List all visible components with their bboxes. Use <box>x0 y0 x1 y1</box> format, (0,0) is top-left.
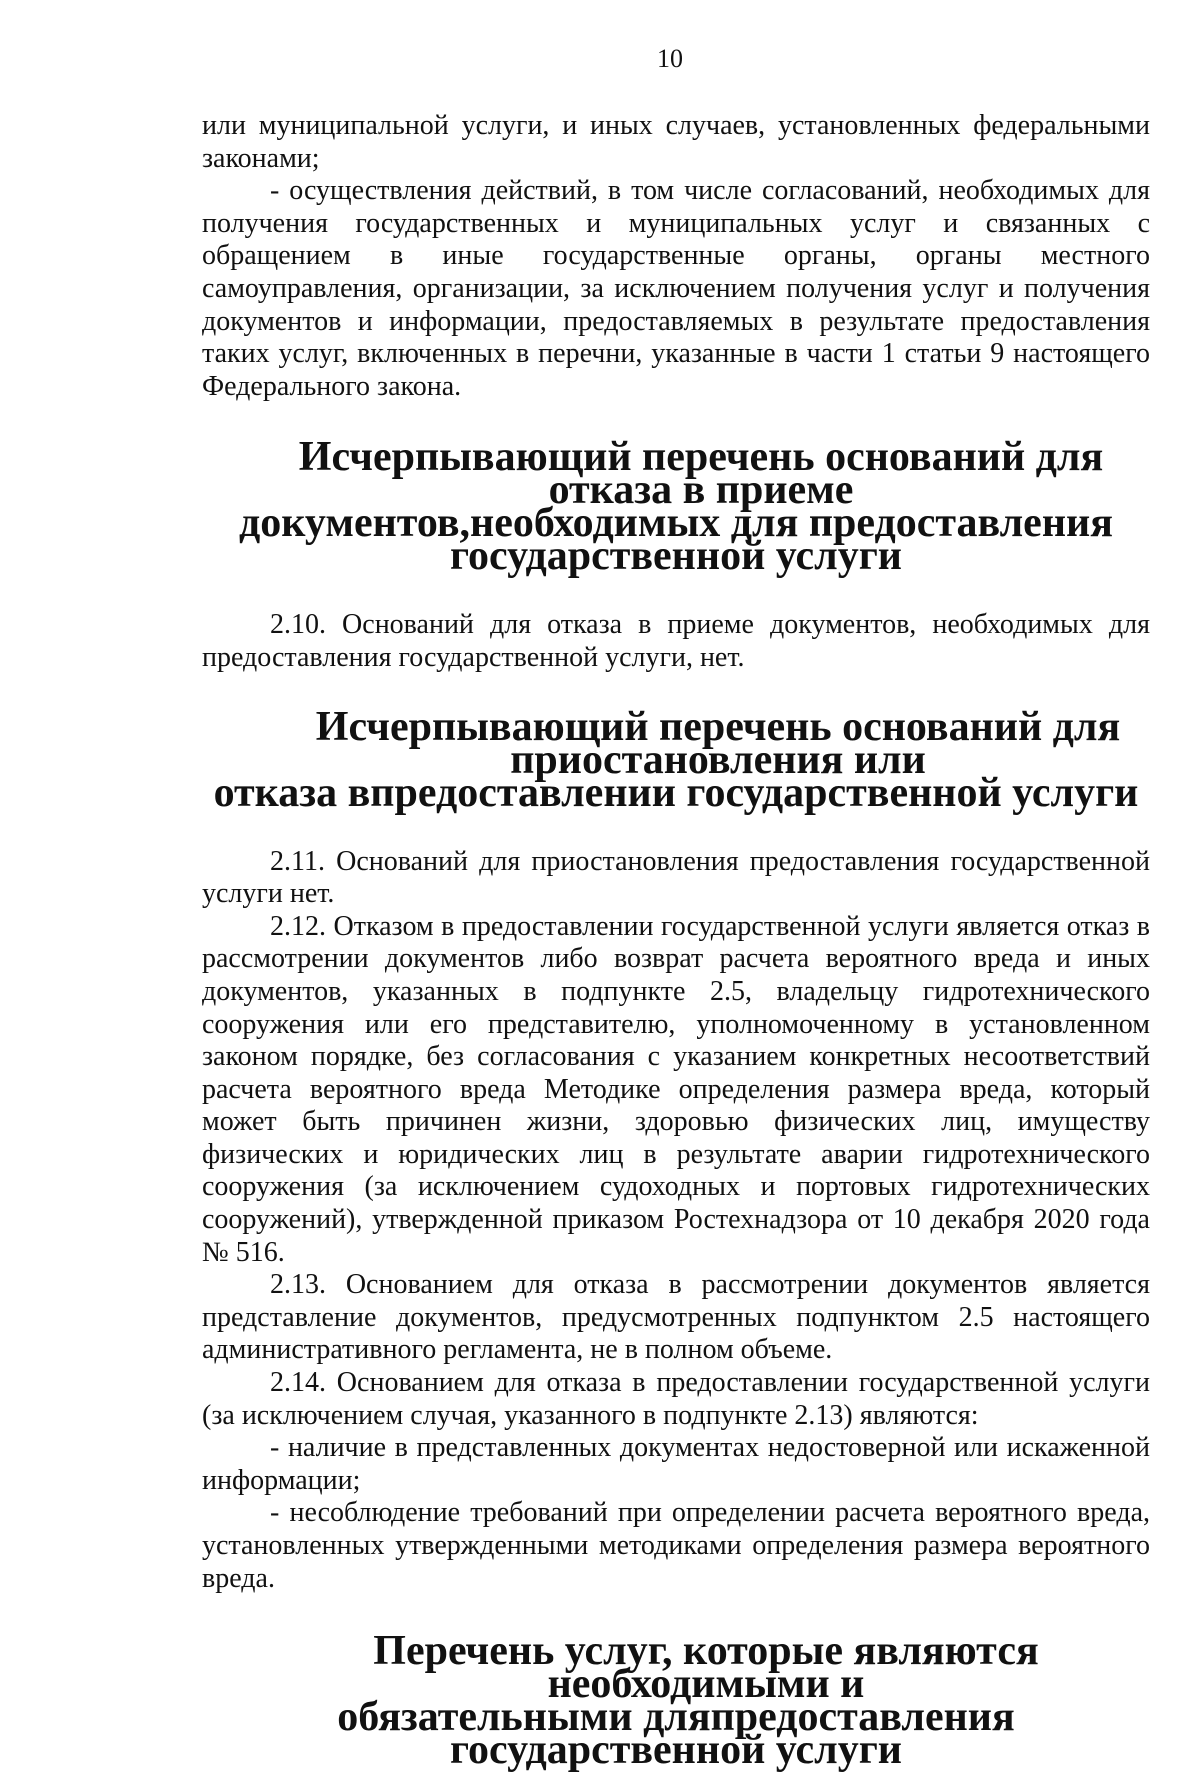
heading-suspension-refusal <box>202 703 1150 816</box>
paragraph-2-12: 2.12. Отказом в предоставлении государственной услуги является отказ в рассмотрении документов либо возврат расчета вероятного вреда и иных документов, указанных в подпункте 2.5, владельцу гидротехнического сооружения или его представителю, уполномоченному в установленном законом порядке, без согласования с указанием конкретных несоответствий расчета вероятного вреда Методике определения размера вреда, который может быть причинен жизни, здоровью физических лиц, имуществу физических и юридических лиц в результате аварии гидротехнического сооружения (за исключением судоходных и портовых гидротехнических сооружений), утвержденной приказом Ростехнадзора от 10 декабря 2020 года № 516. <box>202 910 1150 1268</box>
heading-line: документов,необходимых для предоставления государственной услуги <box>239 500 1113 580</box>
paragraph-continuation: или муниципальной услуги, и иных случаев, установленных федеральными законами; <box>202 110 1150 174</box>
heading-line: обязательными дляпредоставления государственной услуги <box>337 1694 1015 1773</box>
paragraph-2-11: 2.11. Оснований для приостановления предоставления государственной услуги нет. <box>202 845 1150 910</box>
paragraph-2-10: 2.10. Оснований для отказа в приеме документов, необходимых для предоставления государственной услуги, нет. <box>202 609 1150 673</box>
document-body <box>202 110 1150 1773</box>
page-number: 10 <box>657 44 683 73</box>
heading-line: Исчерпывающий перечень оснований для отказа в приеме <box>298 434 1104 514</box>
paragraph-2-14: 2.14. Основанием для отказа в предоставлении государственной услуги (за исключением случая, указанного в подпункте 2.13) являются: <box>202 1367 1150 1431</box>
paragraph-bullet-inaccurate-info: - наличие в представленных документах недостоверной или искаженной информации; <box>202 1432 1150 1496</box>
paragraph-2-13: 2.13. Основанием для отказа в рассмотрении документов является представление документов, предусмотренных подпунктом 2.5 настоящего административного регламента, не в полном объеме. <box>202 1269 1150 1366</box>
heading-refusal-documents <box>202 434 1150 580</box>
heading-line: отказа впредоставлении государственной услуги <box>213 769 1139 816</box>
paragraph-actions-list-item: - осуществления действий, в том числе согласований, необходимых для получения государственных и муниципальных услуг и связанных с обращением в иные государственные органы, органы местного самоуправления, организации, за исключением получения услуг и получения документов и информации, предоставляемых в результате предоставления таких услуг, включенных в перечни, указанные в части 1 статьи 9 настоящего Федерального закона. <box>202 175 1150 402</box>
heading-line: Исчерпывающий перечень оснований для приостановления или <box>315 703 1121 783</box>
heading-required-services <box>202 1628 1150 1773</box>
heading-line: Перечень услуг, которые являются необходимыми и <box>373 1628 1039 1708</box>
paragraph-bullet-noncompliance: - несоблюдение требований при определении расчета вероятного вреда, установленных утвержденными методиками определения размера вероятного вреда. <box>202 1497 1150 1594</box>
